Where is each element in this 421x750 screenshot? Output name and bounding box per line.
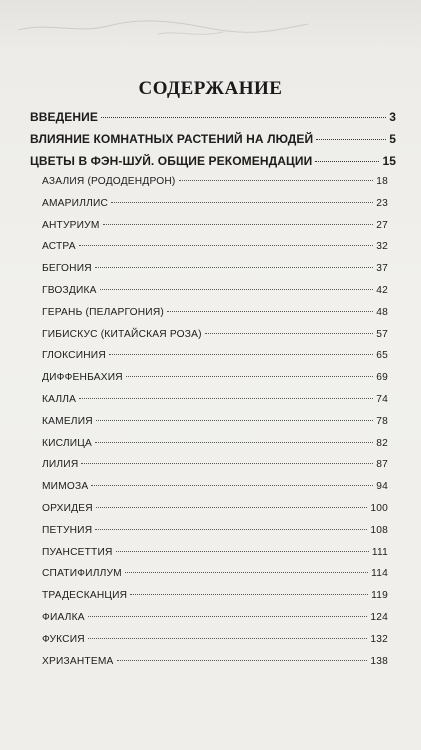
entry-label: ГВОЗДИКА (42, 284, 97, 296)
entry-page-number: 23 (376, 197, 388, 209)
entry-label: БЕГОНИЯ (42, 263, 92, 275)
dot-leader (79, 398, 373, 399)
dot-leader (315, 161, 379, 162)
entry-page-number: 27 (376, 219, 388, 231)
dot-leader (100, 289, 374, 290)
dot-leader (125, 572, 368, 573)
entry-page-number: 69 (376, 372, 388, 384)
dot-leader (95, 529, 367, 530)
entry-page-number: 132 (370, 633, 388, 645)
entry-page-number: 108 (370, 524, 388, 536)
entry-page-number: 5 (389, 132, 396, 146)
entry-page-number: 37 (376, 263, 388, 275)
entry-label: КАМЕЛИЯ (42, 415, 93, 427)
entry-label: ВЛИЯНИЕ КОМНАТНЫХ РАСТЕНИЙ НА ЛЮДЕЙ (30, 132, 314, 146)
main-entries (30, 110, 396, 176)
dot-leader (79, 245, 374, 246)
toc-sub-entry (30, 547, 396, 569)
toc-sub-entry (30, 590, 396, 612)
entry-label: ЛИЛИЯ (42, 459, 79, 471)
toc-main-entry (30, 132, 396, 154)
toc-sub-entry (30, 394, 396, 416)
entry-page-number: 138 (370, 655, 388, 667)
entry-label: ВВЕДЕНИЕ (30, 110, 98, 124)
entry-page-number: 119 (371, 590, 388, 602)
dot-leader (179, 180, 374, 181)
toc-sub-entry (30, 481, 396, 503)
toc-sub-entry (30, 525, 396, 547)
sub-entries (30, 176, 396, 677)
dot-leader (88, 638, 368, 639)
entry-page-number: 82 (376, 437, 388, 449)
dot-leader (167, 311, 373, 312)
dot-leader (101, 117, 386, 118)
toc-sub-entry (30, 459, 396, 481)
dot-leader (205, 333, 374, 334)
toc-sub-entry (30, 416, 396, 438)
toc-sub-entry (30, 176, 396, 198)
dot-leader (95, 267, 373, 268)
entry-label: ДИФФЕНБАХИЯ (42, 372, 123, 384)
toc-sub-entry (30, 350, 396, 372)
dot-leader (117, 660, 368, 661)
dot-leader (109, 354, 373, 355)
dot-leader (96, 507, 368, 508)
entry-page-number: 48 (376, 306, 388, 318)
bleed-through-smudge (8, 12, 328, 42)
toc-sub-entry (30, 656, 396, 678)
page-title: СОДЕРЖАНИЕ (138, 78, 283, 99)
entry-page-number: 3 (389, 110, 396, 124)
entry-page-number: 15 (382, 154, 396, 168)
entry-page-number: 87 (376, 459, 388, 471)
entry-label: ГИБИСКУС (КИТАЙСКАЯ РОЗА) (42, 328, 202, 340)
entry-page-number: 100 (370, 502, 388, 514)
entry-page-number: 78 (376, 415, 388, 427)
entry-label: МИМОЗА (42, 481, 89, 493)
dot-leader (88, 616, 368, 617)
entry-label: АМАРИЛЛИС (42, 197, 109, 209)
dot-leader (316, 139, 386, 140)
entry-label: КАЛЛА (42, 393, 77, 405)
entry-page-number: 57 (376, 328, 388, 340)
toc-sub-entry (30, 372, 396, 394)
entry-page-number: 32 (376, 241, 388, 253)
entry-page-number: 111 (371, 546, 388, 558)
toc-sub-entry (30, 285, 396, 307)
entry-label: ОРХИДЕЯ (42, 502, 93, 514)
entry-label: СПАТИФИЛЛУМ (42, 568, 122, 580)
dot-leader (126, 376, 373, 377)
dot-leader (103, 224, 374, 225)
toc-sub-entry (30, 241, 396, 263)
entry-page-number: 94 (376, 481, 388, 493)
entry-page-number: 74 (376, 393, 388, 405)
toc-sub-entry (30, 634, 396, 656)
dot-leader (96, 420, 373, 421)
entry-label: ТРАДЕСКАНЦИЯ (42, 590, 128, 602)
dot-leader (111, 202, 373, 203)
entry-label: ФИАЛКА (42, 611, 85, 623)
dot-leader (130, 594, 368, 595)
dot-leader (116, 551, 369, 552)
entry-page-number: 124 (370, 611, 388, 623)
entry-label: АЗАЛИЯ (РОДОДЕНДРОН) (42, 176, 176, 187)
dot-leader (91, 485, 373, 486)
entry-page-number: 114 (371, 568, 388, 580)
table-of-contents (30, 110, 396, 677)
entry-label: ФУКСИЯ (42, 633, 85, 645)
toc-sub-entry (30, 329, 396, 351)
toc-sub-entry (30, 198, 396, 220)
entry-page-number: 65 (376, 350, 388, 362)
toc-main-entry (30, 154, 396, 176)
toc-sub-entry (30, 568, 396, 590)
entry-label: ЦВЕТЫ В ФЭН-ШУЙ. ОБЩИЕ РЕКОМЕНДАЦИИ (30, 154, 313, 168)
entry-page-number: 18 (376, 176, 388, 187)
toc-sub-entry (30, 263, 396, 285)
entry-label: ХРИЗАНТЕМА (42, 655, 114, 667)
entry-label: АСТРА (42, 241, 76, 253)
dot-leader (95, 442, 373, 443)
toc-sub-entry (30, 220, 396, 242)
entry-label: АНТУРИУМ (42, 219, 100, 231)
toc-sub-entry (30, 438, 396, 460)
entry-label: ПУАНСЕТТИЯ (42, 546, 113, 558)
entry-page-number: 42 (376, 284, 388, 296)
toc-sub-entry (30, 503, 396, 525)
entry-label: ГЕРАНЬ (ПЕЛАРГОНИЯ) (42, 306, 164, 318)
entry-label: КИСЛИЦА (42, 437, 93, 449)
toc-main-entry (30, 110, 396, 132)
toc-sub-entry (30, 612, 396, 634)
entry-label: ПЕТУНИЯ (42, 524, 93, 536)
toc-sub-entry (30, 307, 396, 329)
dot-leader (81, 463, 373, 464)
entry-label: ГЛОКСИНИЯ (42, 350, 106, 362)
